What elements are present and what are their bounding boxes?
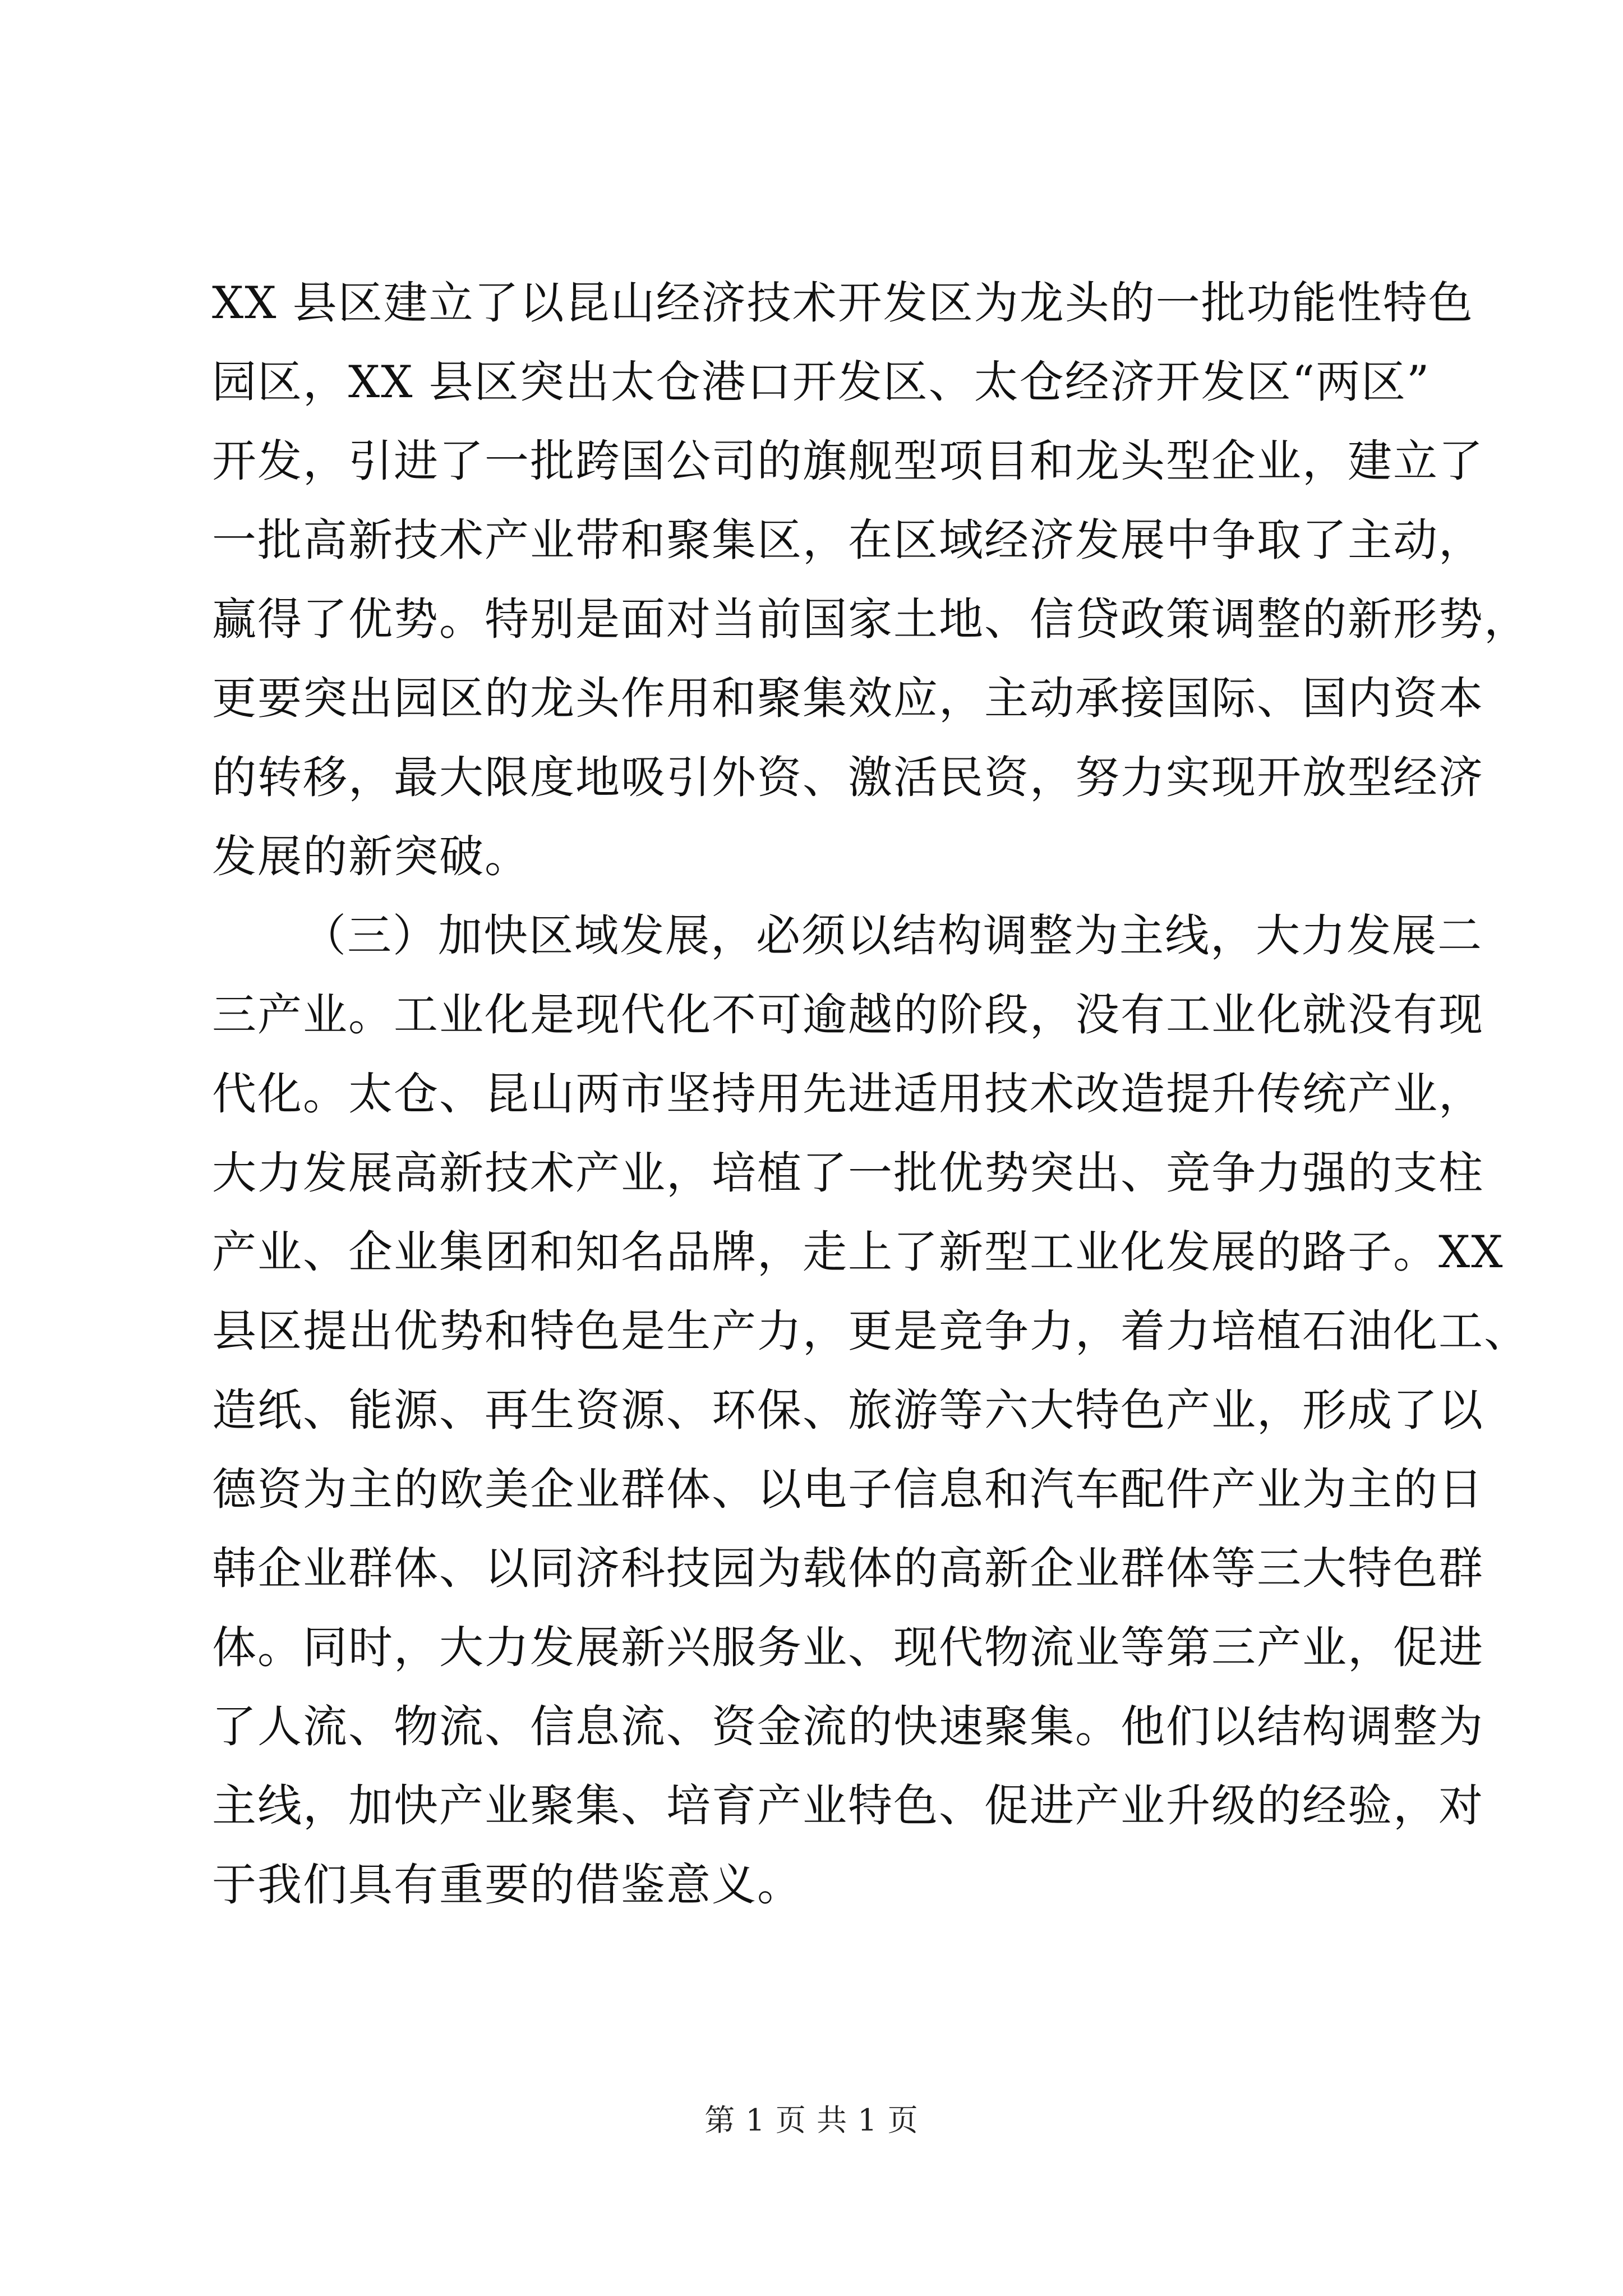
text-line: 园区，XX 县区突出太仓港口开发区、太仓经济开发区“两区” (212, 356, 1431, 408)
text-line: 产业、企业集团和知名品牌，走上了新型工业化发展的路子。XX (212, 1226, 1504, 1278)
paragraph-2 (212, 896, 1529, 1925)
text-line: 开发，引进了一批跨国公司的旗舰型项目和龙头型企业，建立了 (212, 435, 1484, 487)
text-line: （三）加快区域发展，必须以结构调整为主线，大力发展二 (302, 910, 1483, 961)
text-line: 德资为主的欧美企业群体、以电子信息和汽车配件产业为主的日 (212, 1464, 1484, 1515)
document-body (212, 264, 1529, 1925)
text-line: 韩企业群体、以同济科技园为载体的高新企业群体等三大特色群 (212, 1543, 1484, 1594)
text-line: 三产业。工业化是现代化不可逾越的阶段，没有工业化就没有现 (212, 989, 1484, 1041)
text-line: 赢得了优势。特别是面对当前国家土地、信贷政策调整的新形势， (212, 593, 1529, 645)
text-line: XX 县区建立了以昆山经济技术开发区为龙头的一批功能性特色 (212, 277, 1474, 329)
text-line: 大力发展高新技术产业，培植了一批优势突出、竞争力强的支柱 (212, 1147, 1484, 1199)
text-line: 造纸、能源、再生资源、环保、旅游等六大特色产业，形成了以 (212, 1384, 1484, 1436)
text-line: 了人流、物流、信息流、资金流的快速聚集。他们以结构调整为 (212, 1701, 1484, 1752)
text-line: 于我们具有重要的借鉴意义。 (212, 1859, 803, 1911)
text-line: 主线，加快产业聚集、培育产业特色、促进产业升级的经验，对 (212, 1780, 1484, 1832)
text-line: 代化。太仓、昆山两市坚持用先进适用技术改造提升传统产业， (212, 1068, 1484, 1120)
paragraph-1 (212, 264, 1529, 896)
text-line: 体。同时，大力发展新兴服务业、现代物流业等第三产业，促进 (212, 1622, 1484, 1673)
text-line: 一批高新技术产业带和聚集区，在区域经济发展中争取了主动， (212, 514, 1484, 566)
text-line: 的转移，最大限度地吸引外资、激活民资，努力实现开放型经济 (212, 752, 1484, 803)
text-line: 更要突出园区的龙头作用和聚集效应，主动承接国际、国内资本 (212, 673, 1484, 724)
page-number-footer: 第 1 页 共 1 页 (704, 2102, 919, 2138)
text-line: 县区提出优势和特色是生产力，更是竞争力，着力培植石油化工、 (212, 1305, 1529, 1357)
text-line: 发展的新突破。 (212, 831, 530, 882)
